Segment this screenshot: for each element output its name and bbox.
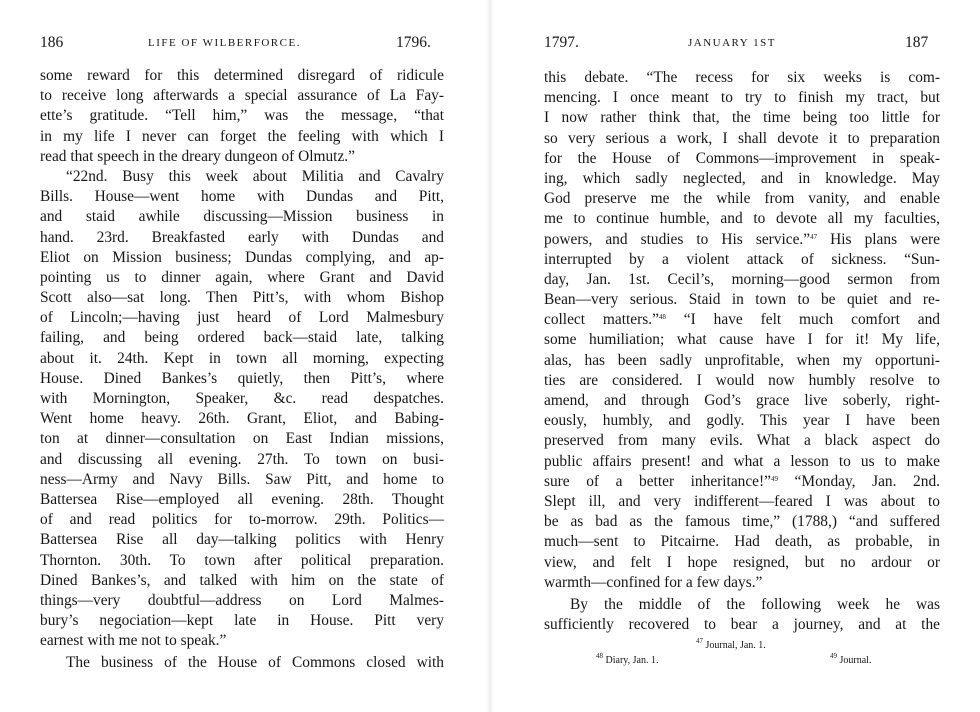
text-line: ton at dinner—consultation on East Indian missions, (40, 430, 444, 448)
note-ref-48: 48 (658, 313, 666, 322)
text-line: and staid awhile discussing—Mission business in (40, 208, 444, 226)
text-line: The business of the House of Commons closed with (66, 654, 444, 672)
text-line: eously, humbly, and godly. This year I have been (544, 412, 940, 430)
text-line (544, 230, 940, 250)
note-ref-49: 49 (770, 474, 778, 483)
text-line: Bean—very serious. Staid in town to be quiet and re- (544, 291, 940, 309)
text-line: By the middle of the following week he was (570, 595, 940, 613)
footnote-text: Journal, Jan. 1. (705, 640, 766, 651)
text-line: read that speech in the dreary dungeon of Olmutz.” (40, 147, 355, 165)
left-page-header (40, 34, 444, 54)
note-ref-47: 47 (810, 232, 818, 241)
text-line (544, 310, 940, 330)
text-line: Scott also—sat long. Then Pitt’s, with whom Bishop (40, 289, 444, 307)
text-line: ness—Army and Navy Bills. Saw Pitt, and home to (40, 470, 444, 488)
footnote-marker: 47 (696, 637, 703, 645)
left-page-body (40, 66, 444, 674)
text-line: to receive long afterwards a special assurance of La Fay- (40, 87, 444, 105)
text-line: I now rather think that, the time being too little for (544, 109, 940, 127)
text-line: God preserve me the while from vanity, and enable (544, 190, 940, 208)
text-fragment: powers, and studies to His service.” (544, 230, 811, 248)
text-line: Dined Bankes’s, and talked with him on the state of (40, 571, 444, 589)
text-line: of Lincoln;—having just heard of Lord Malmesbury (40, 309, 444, 327)
text-line: Battersea Rise all day—talking politics with Henry (40, 531, 444, 549)
text-line: me to continue humble, and to devote all my faculties, (544, 210, 940, 228)
text-line: about it. 24th. Kept in town all morning, expecting (40, 349, 444, 367)
footnote-47 (696, 637, 766, 651)
text-line: so very serious a work, I shall devote it to preparation (544, 129, 940, 147)
running-title: LIFE OF WILBERFORCE. (148, 37, 301, 49)
text-line: bury’s negociation—kept late in House. Pitt very (40, 612, 444, 630)
text-fragment: “Monday, Jan. 2nd. (777, 472, 940, 490)
text-line: ing, which sadly neglected, and in knowledge. May (544, 169, 940, 187)
text-line: pointing us to dinner again, where Grant and David (40, 268, 444, 286)
running-title: JANUARY 1ST (688, 37, 776, 49)
text-line: day, Jan. 1st. Cecil’s, morning—good sermon from (544, 270, 940, 288)
text-line: failing, and being ordered back—staid late, talking (40, 329, 444, 347)
running-year: 1796. (396, 34, 431, 51)
text-fragment: His plans were (817, 230, 941, 248)
page-number: 187 (905, 34, 929, 51)
footnote-marker: 49 (830, 652, 837, 660)
text-line: preserved from many evils. What a black aspect do (544, 432, 940, 450)
text-line: view, and felt I hope resigned, but no ardour or (544, 553, 940, 571)
text-line: some humiliation; what cause have I for it! My life, (544, 331, 940, 349)
text-line: Slept ill, and very indifferent—feared I was about to (544, 492, 940, 510)
text-line: things—very doubtful—address on Lord Malmes- (40, 591, 444, 609)
text-line: earnest with me not to speak.” (40, 632, 227, 650)
text-line: some reward for this determined disregard of ridicule (40, 67, 444, 84)
text-line: “22nd. Busy this week about Militia and Cavalry (66, 167, 444, 185)
text-line: with Mornington, Speaker, &c. read despatches. (40, 390, 444, 407)
right-page-header (544, 34, 928, 54)
text-line: House. Dined Bankes’s quietly, then Pitt’s, where (40, 369, 444, 387)
text-line: Went home heavy. 26th. Grant, Eliot, and Babing- (40, 410, 444, 428)
text-line: public affairs present! and what a lesson to us to make (544, 452, 940, 470)
text-line: warmth—confined for a few days.” (544, 573, 763, 591)
text-line: this debate. “The recess for six weeks is com- (544, 69, 940, 86)
text-line: in my life I never can forget the feeling with which I (40, 127, 444, 145)
text-line: interrupted by a violent attack of sickness. “Sun- (544, 250, 940, 268)
text-line: for the House of Commons—improvement in speak- (544, 149, 940, 167)
footnote-48 (596, 652, 659, 666)
text-line: Eliot on Mission business; Dundas complying, and ap- (40, 248, 444, 266)
text-line: sufficiently recovered to bear a journey, and at the (544, 616, 940, 634)
text-line: ties are considered. I would now humbly resolve to (544, 371, 940, 389)
page-number: 186 (40, 34, 64, 51)
footnote-49 (830, 652, 872, 666)
text-line: Thornton. 30th. To town after political preparation. (40, 551, 444, 569)
text-line: Bills. House—went home with Dundas and Pitt, (40, 188, 444, 206)
text-line: mencing. I once meant to try to finish my tract, but (544, 89, 940, 107)
text-fragment: “I have felt much comfort and (665, 311, 940, 329)
text-line: amend, and through God’s grace live soberly, right- (544, 392, 940, 409)
footnote-marker: 48 (596, 652, 603, 660)
text-line: much—sent to Pitcairne. Had death, as probable, in (544, 533, 940, 551)
text-fragment: collect matters.” (544, 311, 659, 329)
text-line: of and read politics for to-morrow. 29th. Politics— (40, 511, 444, 529)
footnote-text: Diary, Jan. 1. (605, 655, 659, 666)
running-year: 1797. (544, 34, 579, 51)
text-line: alas, has been sadly unprofitable, when my opportuni- (544, 351, 940, 369)
text-line: and discussing all evening. 27th. To town on busi- (40, 450, 444, 468)
text-line: hand. 23rd. Breakfasted early with Dundas and (40, 228, 444, 246)
text-line (544, 472, 940, 492)
footnote-text: Journal. (839, 655, 872, 666)
right-page-body (544, 68, 940, 635)
text-line: be as bad as the famous time,” (1788,) “and suffered (544, 513, 940, 531)
text-line: Battersea Rise—employed all evening. 28th. Thought (40, 490, 444, 508)
text-line: ette’s gratitude. “Tell him,” was the message, “that (40, 107, 444, 125)
text-fragment: sure of a better inheritance!” (544, 472, 771, 490)
